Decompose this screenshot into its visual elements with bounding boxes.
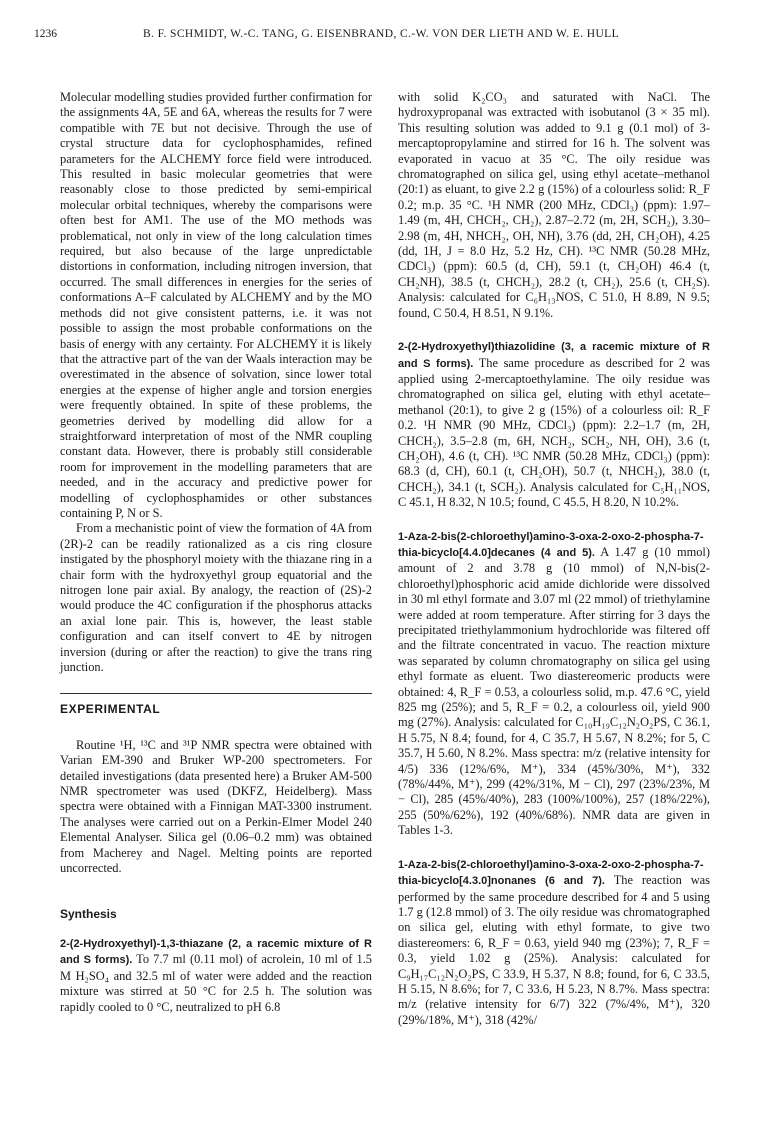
compounds-4-5-heading: 1-Aza-2-bis(2-chloroethyl)amino-3-oxa-2-oxo-2-phospha-7-thia-bicyclo[4.4.0]decanes (4 and 5).: [398, 530, 704, 559]
paragraph-modelling: Molecular modelling studies provided further confirmation for the assignments 4A, 5E and 6A, whereas the results for 7 were compatible with 7E but not decisive. Through the use of crystal structure data for cyclophosphamides, refined parameters for the ALCHEMY force field were introduced. This resulted in basic molecular geometries that were reasonably close to those predicted by semi-empirical molecular orbital techniques, whereby the comparisons were often best for AM1. The use of the MO methods was problematical, not only in view of the long calculation times required, but also because of the large unpredictable distortions in conformation, including nitrogen inversion, that occurred. The small differences in energies for the series of conformations A–F calculated by ALCHEMY and by the MO methods did not give consistent patterns, i.e. it was not possible to assign the most probable conformations on the basis of energy with any certainty. For ALCHEMY it is likely that the attractive part of the van der Waals interaction may be overestimated in the absence of solvation, since lower total energies at the expense of higher angle and torsion energies were frequently obtained. In spite of these problems, the geometries derived by modelling did allow for a straightforward interpretation of most of the NMR coupling constant data. However, there is probably still considerable room for improvement in the modelling parameters that are needed, and in the accuracy and predictive power for modelling of cyclophosphamides or other substances containing P, N or S.: [60, 90, 372, 520]
compounds-4-5-text: A 1.47 g (10 mmol) amount of 2 and 3.78 g (10 mmol) of N,N-bis(2-chloroethyl)phosphoric acid amide dichloride were dissolved in 30 ml ethyl formate and 3.07 ml (22 mmol) of triethylamine were added at room temperature. After stirring for 3 days the precipitated triethylammonium hydrochloride was filtered off and the filtrate concentrated in vacuo. The reaction mixture was separated by column chromatography on silica gel using ethyl formate as eluent. Two diastereomeric products were obtained: 4, R_F = 0.53, a colourless solid, m.p. 47.6 °C, yield 825 mg (25%); and 5, R_F = 0.2, a colourless oil, yield 900 mg (27%). Analysis: calculated for C₁₀H₁₉C₁₂N₂O₂PS, C 36.1, H 5.75, N 8.4; found, for 4, C 35.7, H 5.67, N 8.2%; for 5, C 35.7, H 5.60, N 8.2%. Mass spectra: m/z (relative intensity for 4/5) 336 (12%/6%, M⁺), 334 (45%/30%, M⁺), 332 (78%/44%, M⁺), 299 (42%/31%, M − Cl), 297 (23%/23%, M − Cl), 285 (45%/40%), 283 (100%/100%), 257 (18%/22%), 255 (50%/62%), 192 (40%/68%). NMR data are given in Tables 1-3.: [398, 544, 710, 838]
running-header: [34, 28, 728, 48]
paragraph-compounds-4-5: [398, 529, 710, 839]
left-column: [60, 90, 372, 1015]
paragraph-compounds-6-7: [398, 857, 710, 1028]
section-rule: [60, 693, 372, 694]
page-number: 1236: [34, 28, 57, 40]
compound-3-text: The same procedure as described for 2 was applied using 2-mercaptoethylamine. The oily residue was chromatographed on silica gel, eluting with ethyl acetate–methanol (20:1), to give 2 g (15%) of a colourless oil: R_F 0.2. ¹H NMR (90 MHz, CDCl₃) (ppm): 2.2–1.7 (m, 2H, CHCH₂), 3.5–2.8 (m, 6H, NCH₂, SCH₂, NH, OH), 3.6 (t, CH₂OH), 4.6 (t, CH). ¹³C NMR (50.28 MHz, CDCl₃) (ppm): 68.3 (d, CH), 60.1 (t, CH₂OH), 50.7 (t, NHCH₂), 38.0 (t, CHCH₂), 34.1 (t, SCH₂). Analysis calculated for C₅H₁₁NOS, C 45.1, H 8.32, N 10.5; found, C 45.5, H 8.20, N 10.2%.: [398, 355, 710, 510]
compound-2-text: To 7.7 ml (0.11 mol) of acrolein, 10 ml of 1.5 M H₂SO₄ and 32.5 ml of water were added and the reaction mixture was stirred at 50 °C for 2.5 h. The solution was rapidly cooled to 0 °C, neutralized to pH 6.8: [60, 952, 372, 1014]
paragraph-compound-2-continued: with solid K₂CO₃ and saturated with NaCl. The hydroxypropanal was extracted with isobutanol (3 × 35 ml). This resulting solution was added to 9.1 g (0.1 mol) of 3-mercaptopropylamine and stirred for 16 h. The solvent was evaporated in vacuo at 35 °C. The oily residue was chromatographed on silica gel, using ethyl acetate–methanol (20:1) as eluant, to give 2.2 g (15%) of a colourless solid: R_F 0.2; m.p. 35 °C. ¹H NMR (200 MHz, CDCl₃) (ppm): 1.97–1.49 (m, 4H, CHCH₂, CH₂), 2.87–2.72 (m, 2H, SCH₂), 3.30–2.98 (m, 4H, NHCH₂, OH, NH), 3.76 (dd, 2H, CH₂OH), 4.25 (dd, 1H, J = 8.0 Hz, 5.2 Hz, CH). ¹³C NMR (50.28 MHz, CDCl₃) (ppm): 60.5 (d, CH), 59.1 (t, CH₂OH) 46.4 (t, CH₂NH), 38.5 (t, CHCH₂), 28.2 (t, CH₂), 25.6 (t, CH₂S). Analysis: calculated for C₆H₁₃NOS, C 51.0, H 8.89, N 9.5; found, C 50.4, H 8.51, N 9.1%.: [398, 90, 710, 320]
section-title-experimental: EXPERIMENTAL: [60, 702, 161, 717]
paragraph-compound-3: [398, 339, 710, 510]
compound-3-heading: 2-(2-Hydroxyethyl)thiazolidine (3, a racemic mixture of R and S forms).: [398, 341, 710, 370]
paragraph-compound-2: [60, 936, 372, 1015]
compounds-6-7-heading: 1-Aza-2-bis(2-chloroethyl)amino-3-oxa-2-oxo-2-phospha-7-thia-bicyclo[4.3.0]nonanes (6 and 7).: [398, 858, 704, 888]
running-authors: B. F. SCHMIDT, W.-C. TANG, G. EISENBRAND, C.-W. VON DER LIETH AND W. E. HULL: [142, 28, 619, 40]
paragraph-experimental: Routine ¹H, ¹³C and ³¹P NMR spectra were obtained with Varian EM-390 and Bruker WP-200 spectrometers. For detailed investigations (data presented here) a Bruker AM-500 NMR spectrometer was used (DKFZ, Heidelberg). Mass spectra were obtained with a Finnigan MAT-3300 instrument. The analyses were carried out on a Perkin-Elmer Model 240 Elemental Analyser. Silica gel (0.06–0.2 mm) was obtained from Macherey and Nagel. Melting points are reported uncorrected.: [60, 737, 372, 876]
paragraph-mechanism: From a mechanistic point of view the formation of 4A from (2R)-2 can be readily rationalized as a cis ring closure instigated by the phosphoryl moiety with the thiazane ring in a chair form with the hydroxyethyl group equatorial and the nitrogen lone pair axial. By analogy, the reaction of (2S)-2 would produce the 4C configuration if the phosphorus attacks an axial lone pair. This is, however, the least stable configuration and can itself convert to 4E by nitrogen inversion (during or after the reaction) to give the trans ring junction.: [60, 521, 372, 675]
subsection-title-synthesis: Synthesis: [60, 906, 117, 921]
right-column: [398, 90, 710, 1028]
compounds-6-7-text: The reaction was performed by the same procedure described for 4 and 5 using 1.7 g (12.8 mmol) of 3. The oily residue was chromatographed on silica gel, eluting with ethyl formate, to give two diastereomers: 6, R_F = 0.63, yield 940 mg (23%); 7, R_F = 0.3, yield 1.02 g (25%). Analysis: calculated for C₉H₁₇C₁₂N₂O₂PS, C 33.9, H 5.37, N 8.8; found, for 6, C 33.5, H 5.15, N 8.6%; for 7, C 33.6, H 5.23, N 8.7%. Mass spectra: m/z (relative intensity for 6/7) 322 (7%/4%, M⁺), 320 (29%/18%, M⁺), 318 (42%/: [398, 873, 710, 1027]
compound-2-heading: 2-(2-Hydroxyethyl)-1,3-thiazane (2, a racemic mixture of R and S forms).: [60, 937, 372, 967]
